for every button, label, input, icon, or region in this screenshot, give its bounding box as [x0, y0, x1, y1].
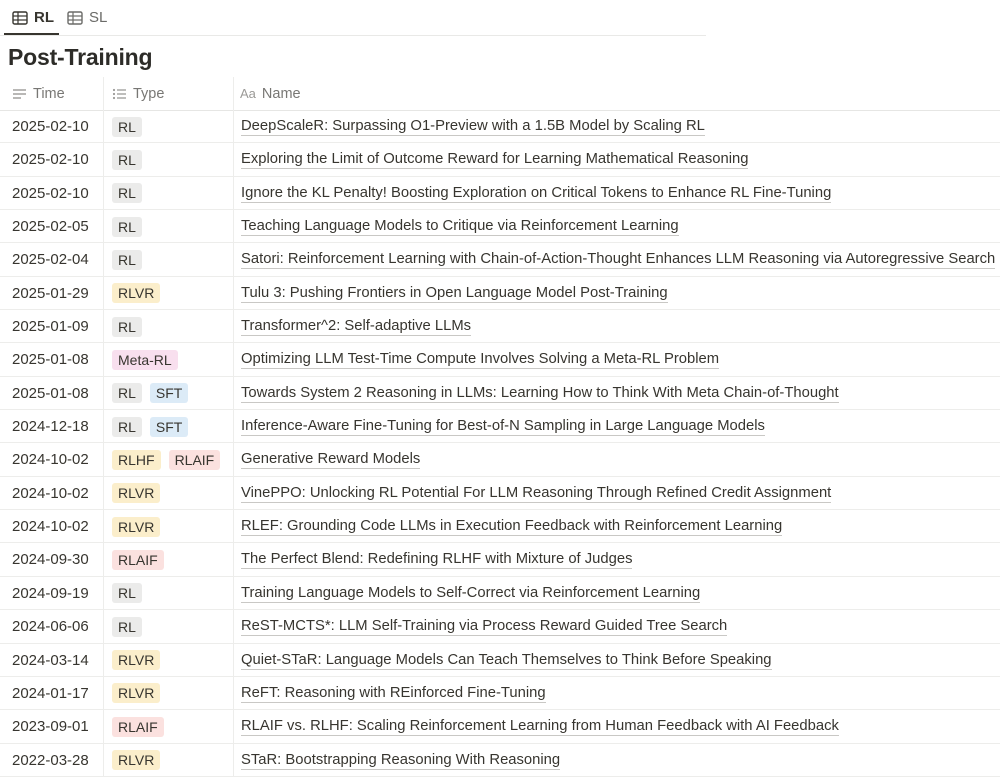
table-row[interactable] [0, 443, 1000, 476]
text-lines-icon [12, 88, 27, 100]
type-cell[interactable] [112, 210, 142, 243]
name-cell[interactable] [241, 744, 560, 777]
table-header [0, 77, 1000, 111]
table-row[interactable] [0, 277, 1000, 310]
column-header-name[interactable] [240, 77, 301, 110]
name-cell[interactable] [241, 243, 995, 276]
type-tag: RLVR [112, 517, 160, 537]
type-tag: SFT [150, 383, 188, 403]
table-icon [67, 11, 83, 25]
name-cell[interactable] [241, 110, 705, 143]
paper-title-link[interactable]: ReFT: Reasoning with REinforced Fine-Tuning [241, 684, 546, 701]
type-tag: RL [112, 150, 142, 170]
name-cell[interactable] [241, 677, 546, 710]
type-cell[interactable] [112, 377, 188, 410]
type-tag: RL [112, 217, 142, 237]
time-cell: 2025-01-08 [12, 384, 89, 402]
type-tag: RLAIF [169, 450, 221, 470]
type-tag: RL [112, 383, 142, 403]
table-row[interactable] [0, 210, 1000, 243]
type-cell[interactable] [112, 710, 164, 743]
type-tag: RL [112, 583, 142, 603]
type-tag: RLVR [112, 683, 160, 703]
paper-title-link[interactable]: Quiet-STaR: Language Models Can Teach Themselves to Think Before Speaking [241, 651, 772, 668]
name-cell[interactable] [241, 610, 727, 643]
type-cell[interactable] [112, 577, 142, 610]
column-header-type[interactable] [112, 77, 164, 110]
table-row[interactable] [0, 477, 1000, 510]
time-cell: 2025-02-04 [12, 251, 89, 269]
type-cell[interactable] [112, 143, 142, 176]
type-cell[interactable] [112, 677, 160, 710]
table-row[interactable] [0, 143, 1000, 176]
paper-title-link[interactable]: Generative Reward Models [241, 451, 421, 468]
paper-title-link[interactable]: Training Language Models to Self-Correct via Reinforcement Learning [241, 584, 701, 601]
time-cell: 2024-09-19 [12, 584, 89, 602]
time-cell: 2024-10-02 [12, 518, 89, 536]
paper-title-link[interactable]: Satori: Reinforcement Learning with Chain-of-Action-Thought Enhances LLM Reasoning via Autoregressive Search [241, 251, 996, 268]
time-cell: 2025-01-29 [12, 284, 89, 302]
table-icon [12, 11, 28, 25]
tab-sl[interactable] [67, 0, 107, 35]
name-cell[interactable] [241, 410, 765, 443]
time-cell: 2024-10-02 [12, 484, 89, 502]
type-tag: RLHF [112, 450, 161, 470]
table-row[interactable] [0, 710, 1000, 743]
time-cell: 2025-02-10 [12, 118, 89, 135]
type-tag: RLVR [112, 650, 160, 670]
paper-title-link[interactable]: RLAIF vs. RLHF: Scaling Reinforcement Learning from Human Feedback with AI Feedback [241, 718, 839, 735]
time-cell: 2025-01-09 [12, 318, 89, 336]
table-row[interactable] [0, 343, 1000, 376]
name-cell[interactable] [241, 443, 420, 476]
type-tag: RLVR [112, 750, 160, 770]
time-cell: 2024-10-02 [12, 451, 89, 469]
paper-title-link[interactable]: Tulu 3: Pushing Frontiers in Open Language Model Post-Training [241, 284, 668, 301]
table-row[interactable] [0, 577, 1000, 610]
paper-title-link[interactable]: VinePPO: Unlocking RL Potential For LLM Reasoning Through Refined Credit Assignment [241, 484, 832, 501]
table-row[interactable] [0, 610, 1000, 643]
type-tag: RLAIF [112, 717, 164, 737]
table-body [0, 110, 1000, 777]
paper-title-link[interactable]: Optimizing LLM Test-Time Compute Involves Solving a Meta-RL Problem [241, 351, 720, 368]
name-cell[interactable] [241, 477, 831, 510]
name-cell[interactable] [241, 177, 831, 210]
time-cell: 2025-01-08 [12, 351, 89, 369]
type-tag: Meta-RL [112, 350, 178, 370]
type-cell[interactable] [112, 110, 142, 143]
type-cell[interactable] [112, 343, 178, 376]
table-row[interactable] [0, 510, 1000, 543]
tab-rl-label: RL [34, 9, 54, 26]
name-cell[interactable] [241, 577, 700, 610]
paper-title-link[interactable]: Towards System 2 Reasoning in LLMs: Learning How to Think With Meta Chain-of-Thought [241, 384, 839, 401]
paper-title-link[interactable]: ReST-MCTS*: LLM Self-Training via Process Reward Guided Tree Search [241, 618, 728, 635]
type-cell[interactable] [112, 410, 188, 443]
table-row[interactable] [0, 744, 1000, 777]
type-cell[interactable] [112, 310, 142, 343]
view-tabs [0, 0, 706, 36]
time-cell: 2024-09-30 [12, 551, 89, 569]
column-header-time-label: Time [33, 85, 65, 102]
type-tag: RLAIF [112, 550, 164, 570]
column-header-time[interactable] [12, 77, 65, 110]
column-header-name-label: Name [261, 85, 301, 102]
type-tag: SFT [150, 417, 188, 437]
paper-title-link[interactable]: Transformer^2: Self-adaptive LLMs [241, 318, 472, 335]
type-tag: RL [112, 317, 142, 337]
time-cell: 2022-03-28 [12, 751, 89, 769]
time-cell: 2023-09-01 [12, 718, 89, 736]
type-cell[interactable] [112, 243, 142, 276]
name-cell[interactable] [241, 644, 772, 677]
time-cell: 2024-06-06 [12, 618, 89, 636]
name-cell[interactable] [241, 310, 471, 343]
paper-title-link[interactable]: Exploring the Limit of Outcome Reward for Learning Mathematical Reasoning [241, 151, 749, 168]
type-cell[interactable] [112, 543, 164, 576]
paper-title-link[interactable]: Inference-Aware Fine-Tuning for Best-of-N Sampling in Large Language Models [241, 418, 765, 435]
paper-title-link[interactable]: Teaching Language Models to Critique via Reinforcement Learning [241, 218, 679, 235]
paper-title-link[interactable]: The Perfect Blend: Redefining RLHF with Mixture of Judges [241, 551, 633, 568]
time-cell: 2024-01-17 [12, 684, 89, 702]
name-cell[interactable] [241, 210, 679, 243]
type-cell[interactable] [112, 644, 160, 677]
column-header-type-label: Type [133, 85, 165, 102]
paper-title-link[interactable]: STaR: Bootstrapping Reasoning With Reasoning [241, 751, 561, 768]
type-cell[interactable] [112, 510, 160, 543]
type-cell[interactable] [112, 610, 142, 643]
type-tag: RL [112, 117, 142, 137]
type-tag: RLVR [112, 483, 160, 503]
table-row[interactable] [0, 310, 1000, 343]
type-cell[interactable] [112, 443, 220, 476]
type-cell[interactable] [112, 277, 160, 310]
paper-title-link[interactable]: RLEF: Grounding Code LLMs in Execution Feedback with Reinforcement Learning [241, 518, 783, 535]
name-cell[interactable] [241, 543, 632, 576]
type-tag: RL [112, 617, 142, 637]
type-tag: RL [112, 183, 142, 203]
table-row[interactable] [0, 177, 1000, 210]
title-property-icon: Aa [240, 86, 256, 101]
table-row[interactable] [0, 377, 1000, 410]
type-cell[interactable] [112, 744, 160, 777]
active-tab-indicator [4, 33, 59, 35]
name-cell[interactable] [241, 143, 748, 176]
time-cell: 2024-03-14 [12, 651, 89, 669]
type-tag: RL [112, 250, 142, 270]
time-cell: 2025-02-10 [12, 184, 89, 202]
page-title: Post-Training [8, 44, 153, 70]
list-icon [112, 88, 127, 100]
type-tag: RL [112, 417, 142, 437]
table-row[interactable] [0, 677, 1000, 710]
tab-sl-label: SL [89, 9, 108, 26]
type-cell[interactable] [112, 477, 160, 510]
table-row[interactable] [0, 410, 1000, 443]
type-tag: RLVR [112, 283, 160, 303]
name-cell[interactable] [241, 343, 719, 376]
tab-rl[interactable] [12, 0, 54, 35]
table-row[interactable] [0, 110, 1000, 143]
time-cell: 2024-12-18 [12, 418, 89, 436]
time-cell: 2025-02-05 [12, 218, 89, 236]
table-row[interactable] [0, 644, 1000, 677]
table-row[interactable] [0, 543, 1000, 576]
name-cell[interactable] [241, 710, 839, 743]
type-cell[interactable] [112, 177, 142, 210]
paper-title-link[interactable]: DeepScaleR: Surpassing O1-Preview with a 1.5B Model by Scaling RL [241, 118, 705, 134]
paper-title-link[interactable]: Ignore the KL Penalty! Boosting Exploration on Critical Tokens to Enhance RL Fine-Tuning [241, 184, 832, 201]
table-row[interactable] [0, 243, 1000, 276]
name-cell[interactable] [241, 377, 839, 410]
time-cell: 2025-02-10 [12, 151, 89, 169]
name-cell[interactable] [241, 277, 668, 310]
name-cell[interactable] [241, 510, 782, 543]
